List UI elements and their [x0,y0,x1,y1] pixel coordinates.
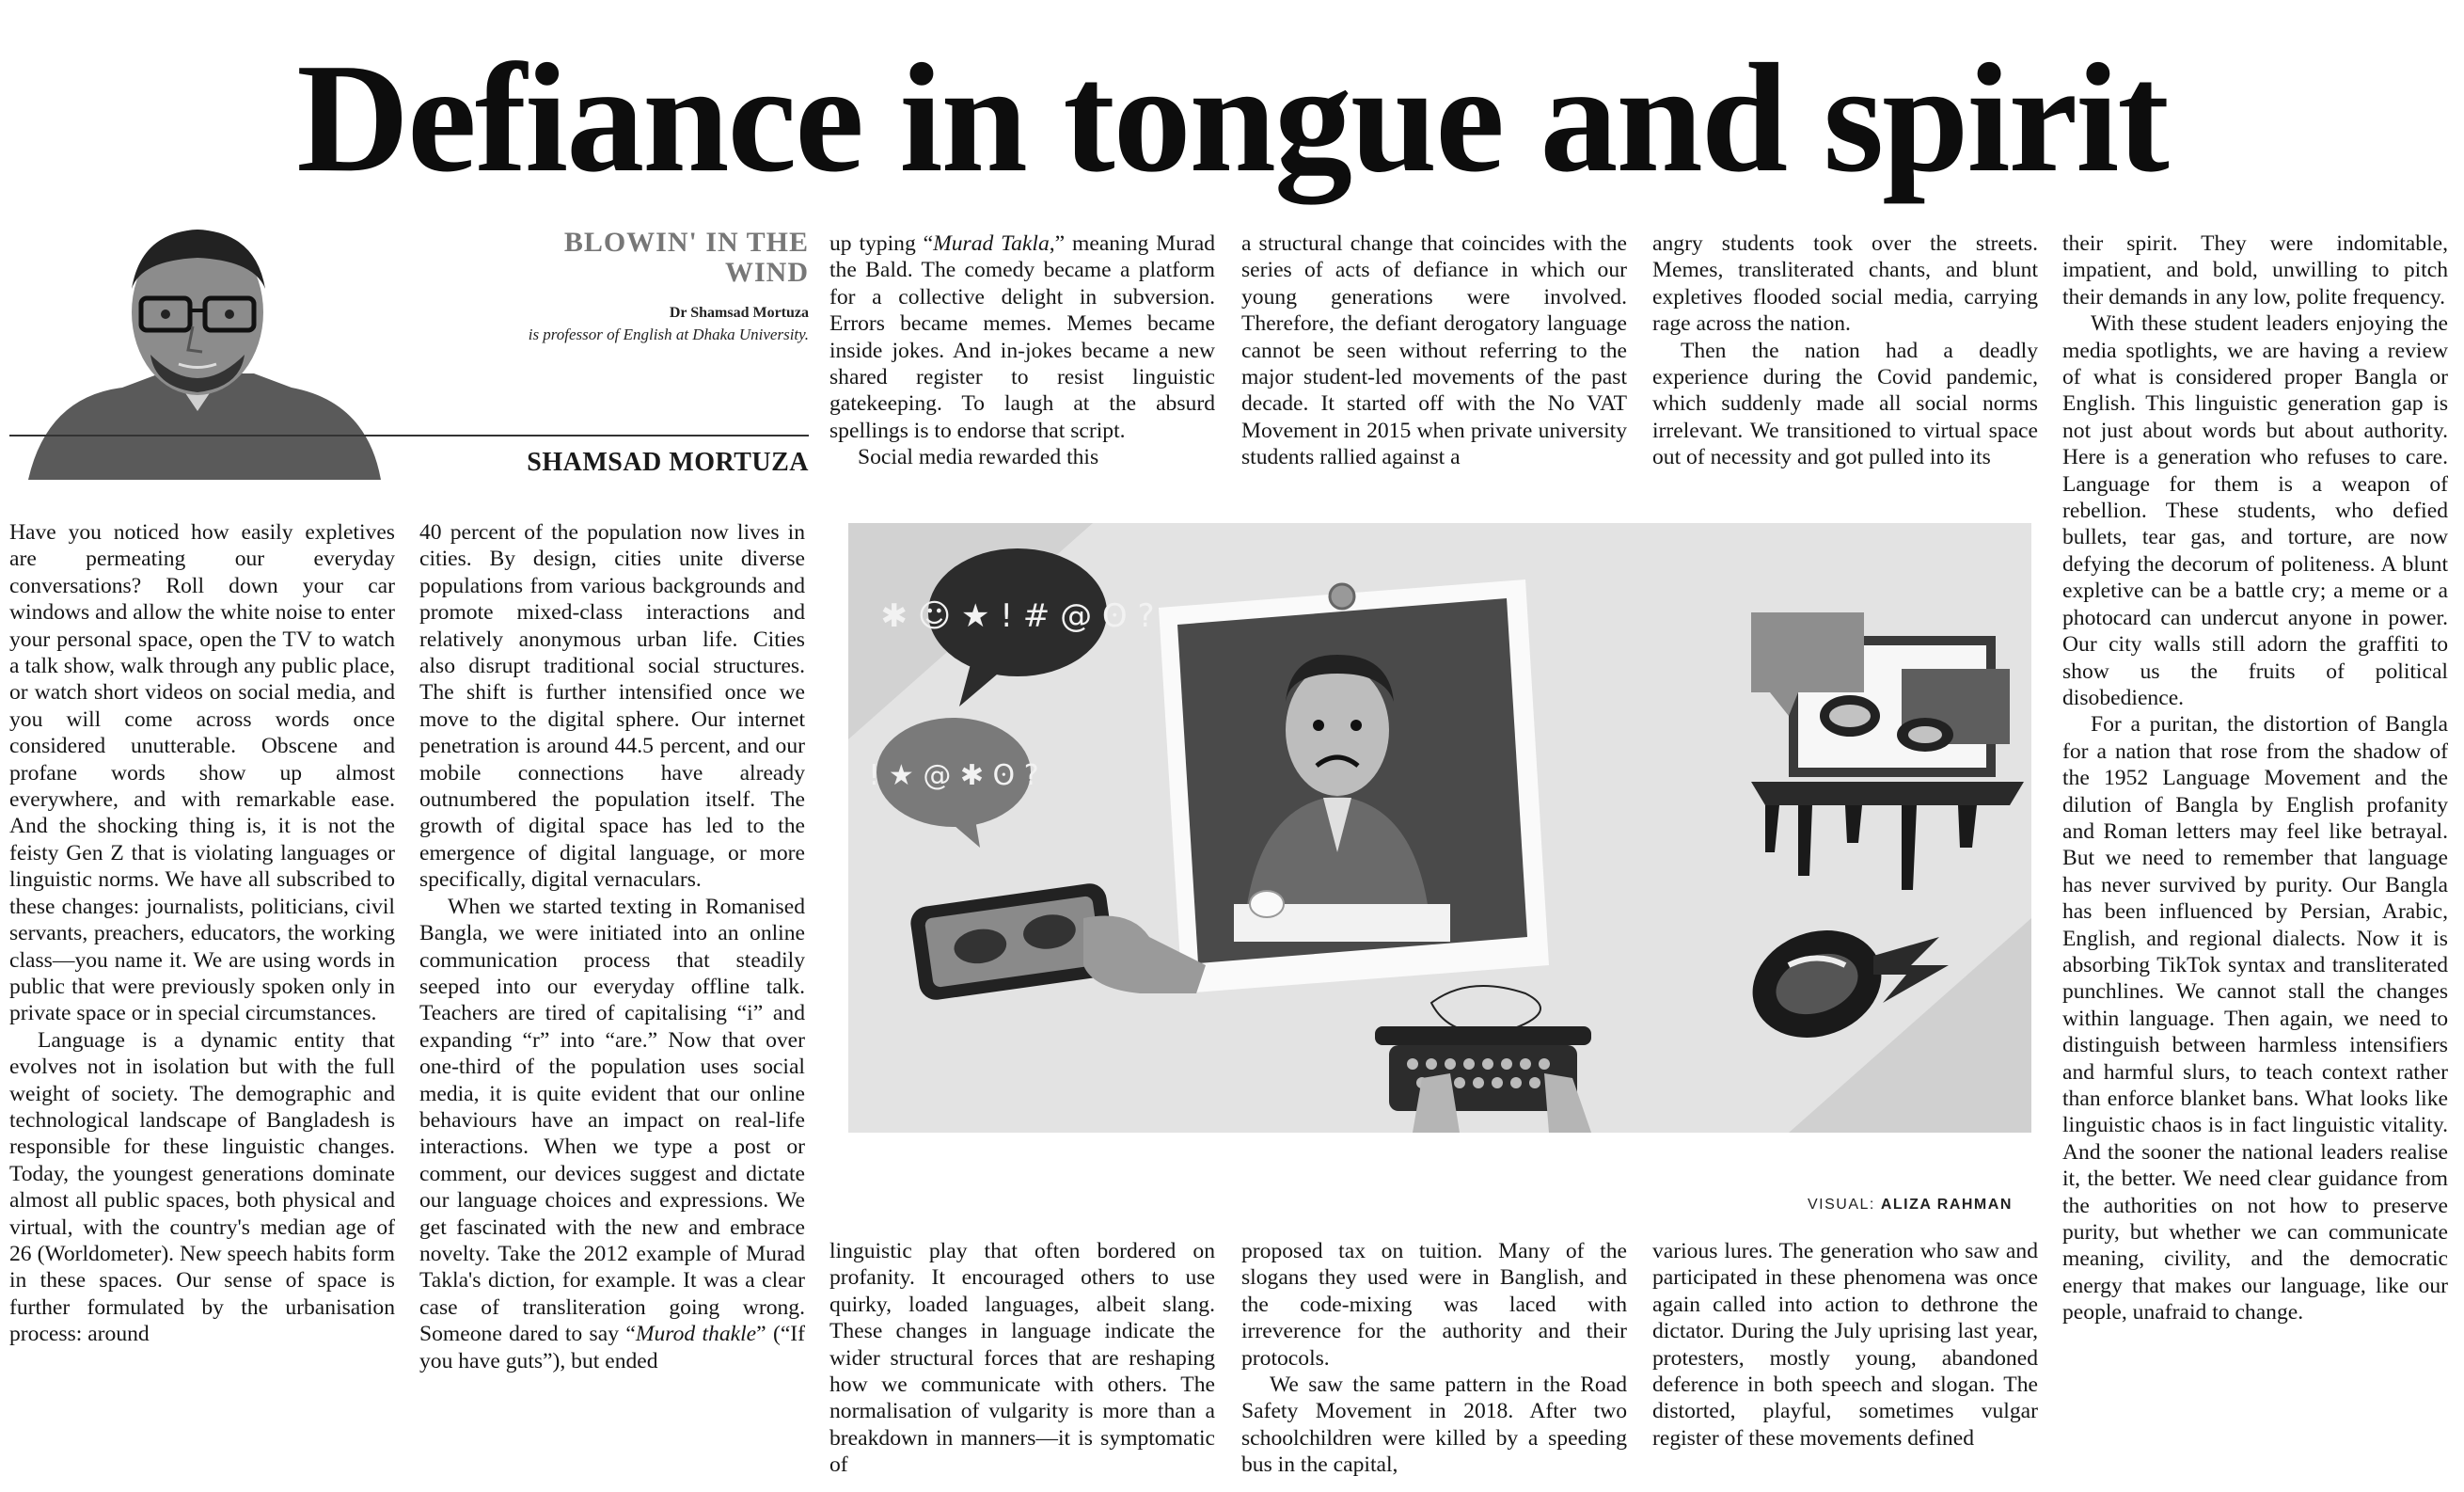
paragraph: their spirit. They were indomitable, impatient, and bold, unwilling to pitch their demands in any low, polite frequency. [2062,231,2448,310]
paragraph: linguistic play that often bordered on profanity. It encouraged others to use quirky, loaded languages, albeit slang. These changes in language indicate the wider structural forces that are reshaping how we communicate with others. The normalisation of vulgarity is more than a breakdown in manners—it is symptomatic of [829,1239,1215,1478]
column-4-top [1241,230,1627,471]
paragraph: a structural change that coincides with the series of acts of defiance in which our young generations were involved. Therefore, the defiant derogatory language cannot be seen without referring to the major student-led movements of the past decade. It started off with the No VAT Movement in 2015 when private university students rallied against a [1241,231,1627,470]
column-2 [419,519,805,1374]
bio-description: is professor of English at Dhaka University. [528,325,809,343]
paragraph [829,230,1215,444]
bio-name: Dr Shamsad Mortuza [669,305,809,321]
paragraph: For a puritan, the distortion of Bangla for a nation that rose from the shadow of the 1952 Language Movement and the dilution of Bangla by English profanity and Roman letters may feel like betrayal. But we need to remember that language has never survived by purity. Our Bangla has been influenced by Persian, Arabic, English, and regional dialects. Now it is absorbing TikTok syntax and transliterated punchlines. We cannot stall the changes within language. Then again, we need to distinguish between harmless intensifiers and harmful slurs, to teach context rather than enforce blanket bans. What looks like linguistic chaos is in fact linguistic vitality. And the sooner the national leaders realise it, the better. We need clear guidance from the authorities on not how to preserve purity, but whether we can communicate meaning, civility, and the democratic energy that makes our language, like our people, unafraid to change. [2062,712,2448,1325]
bubble-symbols: ! ★ @ ✱ ʘ ? [868,759,1039,792]
paragraph-text: up typing “ [829,231,934,256]
paragraph: Language is a dynamic entity that evolves not in isolation but with the full weight of society. The demographic and technological landscape of Bangladesh is responsible for these linguistic changes. Today, the youngest generations dominate almost all public spaces, both physical and virtual, with the country's median age of 26 (Worldometer). New speech habits form in these spaces. Our sense of space is further formulated by the urbanisation process: around [9,1027,395,1347]
column-3-top [829,230,1215,471]
paragraph [419,894,805,1374]
author-portrait [9,209,386,480]
credit-label: VISUAL: [1808,1197,1875,1213]
paragraph-text: When we started texting in Romanised Bangla, we were initiated into an online communication process that steadily seeped into our everyday offline talk. Teachers are tired of capitalising “i” and expanding “r” into “are.” Now that over one-third of the population uses social media, it is quite evident that our online behaviours have an impact on real-life interactions. When we type a post or comment, our devices suggest and dictate our language choices and expressions. We get fascinated with the new and embrace novelty. Take the 2012 example of Murad Takla's diction, for example. It was a clear case of transliteration going wrong. Someone dared to say “ [419,894,805,1347]
column-5-top [1652,230,2038,471]
paragraph: various lures. The generation who saw and participated in these phenomena was once again called into action to dethrone the dictator. During the July uprising last year, protesters, mostly young, abandoned deference in both speech and slogan. The distorted, playful, sometimes vulgar register of these movements defined [1652,1239,2038,1451]
column-name: BLOWIN' IN THE WIND [563,227,809,288]
photo-frame [1159,579,1549,993]
column-6 [2062,230,2448,1326]
paragraph: Have you noticed how easily expletives are permeating our everyday conversations? Roll down your car windows and allow the white noise to enter your personal space, open the TV to watch a talk show, walk through any public place, or watch short videos on social media, and you will come across words once considered unutterable. Obscene and profane words show up almost everywhere, and with remarkable ease. And the shocking thing is, it is not the feisty Gen Z that is violating languages or linguistic norms. We have all subscribed to these changes: journalists, politicians, civil servants, preachers, educators, the working class—you name it. We are using words in public that were previously spoken only in private space or in special circumstances. [9,520,395,1026]
paragraph-text: ” (“If you have guts”), but ended [419,1322,806,1373]
paragraph: angry students took over the streets. Memes, transliterated chants, and blunt expletives flooded social media, carrying rage across the nation. [1652,231,2038,337]
credit-name: ALIZA RAHMAN [1880,1197,2013,1213]
byline-rule [9,435,809,436]
quote-italic: Murod thakle [635,1322,757,1347]
quote-italic: Murad Takla [933,231,1050,256]
author-name: SHAMSAD MORTUZA [527,448,809,477]
headline: Defiance in tongue and spirit [296,31,2168,204]
column-5-bottom [1652,1238,2038,1452]
paragraph: With these student leaders enjoying the media spotlights, we are having a review of what is considered proper Bangla or English. This linguistic generation gap is not just about words but about authority. Here is a generation who refuses to care. Language for them is a weapon of rebellion. These students, who defied bullets, tear gas, and torture, are now defying the decorum of politeness. A blunt expletive can be a battle cry; a meme or a photocard can undercut anyone in power. Our city walls still adorn the graffiti to show us the fruits of political disobedience. [2062,311,2448,710]
byline-block [9,199,809,482]
column-4-bottom [1241,1238,1627,1479]
paragraph: 40 percent of the population now lives in cities. By design, cities unite diverse populations from various backgrounds and promote mixed-class interactions and relatively anonymous urban life. Cities also disrupt traditional social structures. The shift is further intensified once we move to the digital sphere. Our internet penetration is around 44.5 percent, and our mobile connections have already outnumbered the population itself. The growth of digital space has led to the emergence of digital language, or more specifically, digital vernaculars. [419,520,805,893]
bubble-symbols: ✱ ☺ ★ ! # @ ʘ ? [880,597,1155,635]
illustration [848,523,2031,1133]
paragraph: We saw the same pattern in the Road Safety Movement in 2018. After two schoolchildren were killed by a speeding bus in the capital, [1241,1373,1627,1478]
column-1 [9,519,395,1348]
paragraph-text: ,” meaning Murad the Bald. The comedy became a platform for a collective delight in subversion. Errors became memes. Memes became inside jokes. And in-jokes became a new shared register to resist linguistic gatekeeping. To laugh at the absurd spellings is to endorse that script. [829,231,1216,443]
visual-credit [1808,1197,2013,1214]
paragraph: proposed tax on tuition. Many of the slogans they used were in Banglish, and the code-mixing was laced with irreverence for the authority and their protocols. [1241,1239,1627,1371]
paragraph: Then the nation had a deadly experience during the Covid pandemic, which suddenly made all social norms irrelevant. We transitioned to virtual space out of necessity and got pulled into its [1652,338,2038,470]
column-3-bottom [829,1238,1215,1479]
paragraph: Social media rewarded this [858,445,1099,470]
